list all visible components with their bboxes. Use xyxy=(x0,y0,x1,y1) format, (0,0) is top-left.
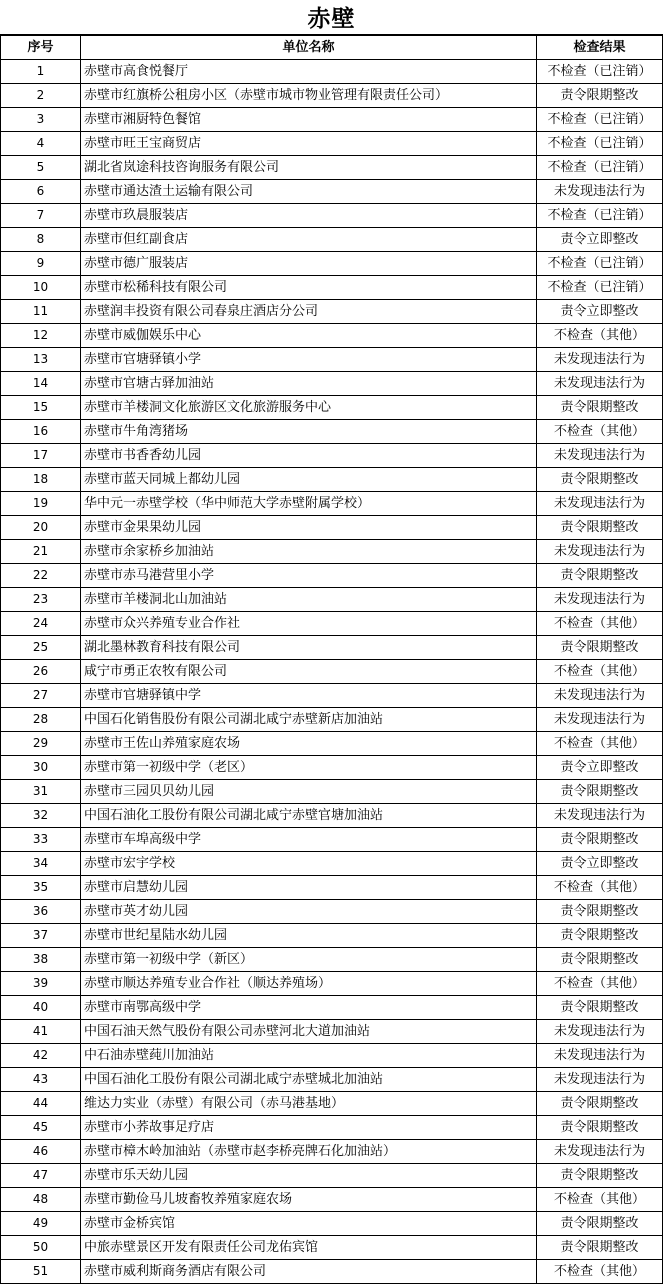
row-name: 赤壁市蓝天同城上都幼儿园 xyxy=(81,468,537,492)
row-seq: 23 xyxy=(1,588,81,612)
row-name: 赤壁市威伽娱乐中心 xyxy=(81,324,537,348)
row-seq: 22 xyxy=(1,564,81,588)
row-result: 责令限期整改 xyxy=(537,924,663,948)
row-seq: 17 xyxy=(1,444,81,468)
row-name: 赤壁市众兴养殖专业合作社 xyxy=(81,612,537,636)
table-row xyxy=(1,588,663,612)
row-result: 责令限期整改 xyxy=(537,1164,663,1188)
row-name: 赤壁市书香香幼儿园 xyxy=(81,444,537,468)
row-seq: 29 xyxy=(1,732,81,756)
table-row xyxy=(1,732,663,756)
row-seq: 34 xyxy=(1,852,81,876)
table-row xyxy=(1,828,663,852)
row-name: 中石油赤壁莼川加油站 xyxy=(81,1044,537,1068)
row-seq: 9 xyxy=(1,252,81,276)
table-row xyxy=(1,876,663,900)
row-result: 未发现违法行为 xyxy=(537,708,663,732)
row-seq: 25 xyxy=(1,636,81,660)
table-row xyxy=(1,564,663,588)
row-result: 责令限期整改 xyxy=(537,516,663,540)
table-row xyxy=(1,60,663,84)
table-row xyxy=(1,804,663,828)
row-result: 不检查（其他） xyxy=(537,660,663,684)
table-row xyxy=(1,348,663,372)
table-row xyxy=(1,372,663,396)
row-name: 赤壁市三园贝贝幼儿园 xyxy=(81,780,537,804)
row-seq: 8 xyxy=(1,228,81,252)
row-name: 咸宁市勇正农牧有限公司 xyxy=(81,660,537,684)
row-seq: 14 xyxy=(1,372,81,396)
row-seq: 13 xyxy=(1,348,81,372)
row-name: 中国石化销售股份有限公司湖北咸宁赤壁新店加油站 xyxy=(81,708,537,732)
row-seq: 48 xyxy=(1,1188,81,1212)
row-name: 中旅赤壁景区开发有限责任公司龙佑宾馆 xyxy=(81,1236,537,1260)
row-name: 湖北省岚途科技咨询服务有限公司 xyxy=(81,156,537,180)
row-result: 不检查（已注销） xyxy=(537,252,663,276)
row-name: 赤壁市南鄂高级中学 xyxy=(81,996,537,1020)
row-result: 未发现违法行为 xyxy=(537,588,663,612)
row-name: 赤壁市第一初级中学（新区） xyxy=(81,948,537,972)
row-seq: 1 xyxy=(1,60,81,84)
row-seq: 43 xyxy=(1,1068,81,1092)
table-row xyxy=(1,228,663,252)
table-row xyxy=(1,276,663,300)
row-seq: 30 xyxy=(1,756,81,780)
table-row xyxy=(1,444,663,468)
table-row xyxy=(1,516,663,540)
row-name: 赤壁市英才幼儿园 xyxy=(81,900,537,924)
table-row xyxy=(1,996,663,1020)
row-name: 中国石油天然气股份有限公司赤壁河北大道加油站 xyxy=(81,1020,537,1044)
row-seq: 39 xyxy=(1,972,81,996)
row-name: 赤壁市世纪星陆水幼儿园 xyxy=(81,924,537,948)
table-row xyxy=(1,708,663,732)
row-result: 不检查（已注销） xyxy=(537,60,663,84)
row-seq: 46 xyxy=(1,1140,81,1164)
table-row xyxy=(1,84,663,108)
row-name: 赤壁市威利斯商务酒店有限公司 xyxy=(81,1260,537,1284)
row-name: 赤壁市赤马港营里小学 xyxy=(81,564,537,588)
row-result: 不检查（其他） xyxy=(537,1260,663,1284)
row-result: 责令限期整改 xyxy=(537,900,663,924)
row-result: 不检查（其他） xyxy=(537,732,663,756)
row-result: 不检查（其他） xyxy=(537,876,663,900)
table-row xyxy=(1,924,663,948)
row-name: 赤壁市金桥宾馆 xyxy=(81,1212,537,1236)
row-name: 赤壁市旺王宝商贸店 xyxy=(81,132,537,156)
table-body xyxy=(1,60,663,1284)
table-row xyxy=(1,1044,663,1068)
table-row xyxy=(1,1140,663,1164)
row-seq: 41 xyxy=(1,1020,81,1044)
row-seq: 6 xyxy=(1,180,81,204)
row-name: 赤壁市官塘驿镇中学 xyxy=(81,684,537,708)
row-result: 不检查（已注销） xyxy=(537,108,663,132)
row-name: 赤壁市红旗桥公租房小区（赤壁市城市物业管理有限责任公司） xyxy=(81,84,537,108)
row-name: 赤壁市余家桥乡加油站 xyxy=(81,540,537,564)
row-seq: 49 xyxy=(1,1212,81,1236)
row-result: 未发现违法行为 xyxy=(537,1020,663,1044)
row-result: 责令限期整改 xyxy=(537,1116,663,1140)
row-result: 责令立即整改 xyxy=(537,228,663,252)
row-seq: 10 xyxy=(1,276,81,300)
table-row xyxy=(1,156,663,180)
row-seq: 33 xyxy=(1,828,81,852)
row-seq: 36 xyxy=(1,900,81,924)
table-row xyxy=(1,1188,663,1212)
row-name: 中国石油化工股份有限公司湖北咸宁赤壁城北加油站 xyxy=(81,1068,537,1092)
row-name: 赤壁市玖晨服装店 xyxy=(81,204,537,228)
row-result: 未发现违法行为 xyxy=(537,804,663,828)
row-name: 赤壁润丰投资有限公司春泉庄酒店分公司 xyxy=(81,300,537,324)
row-result: 责令限期整改 xyxy=(537,996,663,1020)
row-seq: 35 xyxy=(1,876,81,900)
row-seq: 4 xyxy=(1,132,81,156)
table-row xyxy=(1,756,663,780)
row-seq: 37 xyxy=(1,924,81,948)
table-row xyxy=(1,300,663,324)
row-result: 不检查（已注销） xyxy=(537,204,663,228)
row-result: 责令限期整改 xyxy=(537,564,663,588)
table-row xyxy=(1,1236,663,1260)
row-result: 责令立即整改 xyxy=(537,300,663,324)
row-name: 赤壁市松稀科技有限公司 xyxy=(81,276,537,300)
row-seq: 38 xyxy=(1,948,81,972)
row-result: 未发现违法行为 xyxy=(537,348,663,372)
table-row xyxy=(1,492,663,516)
row-name: 赤壁市官塘古驿加油站 xyxy=(81,372,537,396)
row-seq: 16 xyxy=(1,420,81,444)
row-result: 责令立即整改 xyxy=(537,852,663,876)
row-name: 赤壁市顺达养殖专业合作社（顺达养殖场） xyxy=(81,972,537,996)
row-result: 不检查（已注销） xyxy=(537,132,663,156)
row-seq: 2 xyxy=(1,84,81,108)
row-result: 责令限期整改 xyxy=(537,1236,663,1260)
row-seq: 50 xyxy=(1,1236,81,1260)
row-seq: 47 xyxy=(1,1164,81,1188)
row-name: 赤壁市乐天幼儿园 xyxy=(81,1164,537,1188)
row-seq: 26 xyxy=(1,660,81,684)
inspection-table xyxy=(0,35,663,1284)
row-name: 湖北墨林教育科技有限公司 xyxy=(81,636,537,660)
row-seq: 24 xyxy=(1,612,81,636)
table-row xyxy=(1,180,663,204)
row-seq: 31 xyxy=(1,780,81,804)
sheet-title: 赤壁 xyxy=(0,0,663,35)
row-seq: 7 xyxy=(1,204,81,228)
row-seq: 51 xyxy=(1,1260,81,1284)
table-row xyxy=(1,972,663,996)
table-row xyxy=(1,396,663,420)
row-name: 赤壁市启慧幼儿园 xyxy=(81,876,537,900)
table-row xyxy=(1,1164,663,1188)
table-row xyxy=(1,1068,663,1092)
row-result: 未发现违法行为 xyxy=(537,540,663,564)
row-result: 未发现违法行为 xyxy=(537,1140,663,1164)
row-result: 未发现违法行为 xyxy=(537,684,663,708)
row-result: 不检查（已注销） xyxy=(537,156,663,180)
table-row xyxy=(1,660,663,684)
row-name: 赤壁市小荞故事足疗店 xyxy=(81,1116,537,1140)
row-seq: 12 xyxy=(1,324,81,348)
row-seq: 20 xyxy=(1,516,81,540)
row-seq: 27 xyxy=(1,684,81,708)
row-seq: 42 xyxy=(1,1044,81,1068)
row-name: 维达力实业（赤壁）有限公司（赤马港基地） xyxy=(81,1092,537,1116)
table-row xyxy=(1,420,663,444)
row-name: 赤壁市湘厨特色餐馆 xyxy=(81,108,537,132)
row-seq: 18 xyxy=(1,468,81,492)
row-name: 赤壁市第一初级中学（老区） xyxy=(81,756,537,780)
row-name: 赤壁市车埠高级中学 xyxy=(81,828,537,852)
row-result: 不检查（其他） xyxy=(537,612,663,636)
table-row xyxy=(1,468,663,492)
table-row xyxy=(1,324,663,348)
row-result: 责令立即整改 xyxy=(537,756,663,780)
row-result: 责令限期整改 xyxy=(537,780,663,804)
row-name: 华中元一赤壁学校（华中师范大学赤壁附属学校） xyxy=(81,492,537,516)
row-result: 责令限期整改 xyxy=(537,828,663,852)
table-row xyxy=(1,612,663,636)
table-row xyxy=(1,1212,663,1236)
row-result: 未发现违法行为 xyxy=(537,372,663,396)
row-name: 赤壁市勤俭马儿坡畜牧养殖家庭农场 xyxy=(81,1188,537,1212)
row-name: 赤壁市但红副食店 xyxy=(81,228,537,252)
table-row xyxy=(1,780,663,804)
row-result: 不检查（其他） xyxy=(537,324,663,348)
row-seq: 44 xyxy=(1,1092,81,1116)
table-row xyxy=(1,252,663,276)
row-name: 赤壁市牛角湾猪场 xyxy=(81,420,537,444)
row-result: 不检查（其他） xyxy=(537,1188,663,1212)
row-name: 中国石油化工股份有限公司湖北咸宁赤壁官塘加油站 xyxy=(81,804,537,828)
row-result: 责令限期整改 xyxy=(537,396,663,420)
table-row xyxy=(1,1092,663,1116)
table-row xyxy=(1,132,663,156)
row-name: 赤壁市樟木岭加油站（赤壁市赵李桥亮牌石化加油站） xyxy=(81,1140,537,1164)
header-seq: 序号 xyxy=(1,36,81,60)
row-result: 责令限期整改 xyxy=(537,948,663,972)
table-row xyxy=(1,900,663,924)
row-result: 责令限期整改 xyxy=(537,1092,663,1116)
table-row xyxy=(1,204,663,228)
table-row xyxy=(1,948,663,972)
row-result: 责令限期整改 xyxy=(537,1212,663,1236)
table-row xyxy=(1,852,663,876)
row-seq: 15 xyxy=(1,396,81,420)
row-seq: 21 xyxy=(1,540,81,564)
row-name: 赤壁市官塘驿镇小学 xyxy=(81,348,537,372)
row-seq: 3 xyxy=(1,108,81,132)
row-name: 赤壁市通达渣土运输有限公司 xyxy=(81,180,537,204)
row-name: 赤壁市宏宇学校 xyxy=(81,852,537,876)
row-name: 赤壁市德广服装店 xyxy=(81,252,537,276)
row-result: 未发现违法行为 xyxy=(537,492,663,516)
row-name: 赤壁市王佐山养殖家庭农场 xyxy=(81,732,537,756)
table-row xyxy=(1,108,663,132)
row-result: 不检查（其他） xyxy=(537,420,663,444)
row-result: 责令限期整改 xyxy=(537,468,663,492)
row-name: 赤壁市羊楼洞北山加油站 xyxy=(81,588,537,612)
header-result: 检查结果 xyxy=(537,36,663,60)
row-result: 责令限期整改 xyxy=(537,636,663,660)
table-row xyxy=(1,684,663,708)
table-row xyxy=(1,1116,663,1140)
header-row xyxy=(1,36,663,60)
row-result: 未发现违法行为 xyxy=(537,1068,663,1092)
row-seq: 19 xyxy=(1,492,81,516)
table-row xyxy=(1,636,663,660)
row-seq: 40 xyxy=(1,996,81,1020)
row-result: 未发现违法行为 xyxy=(537,444,663,468)
table-row xyxy=(1,1260,663,1284)
header-name: 单位名称 xyxy=(81,36,537,60)
row-seq: 32 xyxy=(1,804,81,828)
row-name: 赤壁市金果果幼儿园 xyxy=(81,516,537,540)
row-result: 不检查（已注销） xyxy=(537,276,663,300)
row-name: 赤壁市高食悦餐厅 xyxy=(81,60,537,84)
row-seq: 28 xyxy=(1,708,81,732)
row-seq: 11 xyxy=(1,300,81,324)
row-result: 责令限期整改 xyxy=(537,84,663,108)
row-seq: 45 xyxy=(1,1116,81,1140)
row-result: 未发现违法行为 xyxy=(537,1044,663,1068)
row-result: 不检查（其他） xyxy=(537,972,663,996)
table-row xyxy=(1,540,663,564)
row-result: 未发现违法行为 xyxy=(537,180,663,204)
row-name: 赤壁市羊楼洞文化旅游区文化旅游服务中心 xyxy=(81,396,537,420)
row-seq: 5 xyxy=(1,156,81,180)
table-row xyxy=(1,1020,663,1044)
